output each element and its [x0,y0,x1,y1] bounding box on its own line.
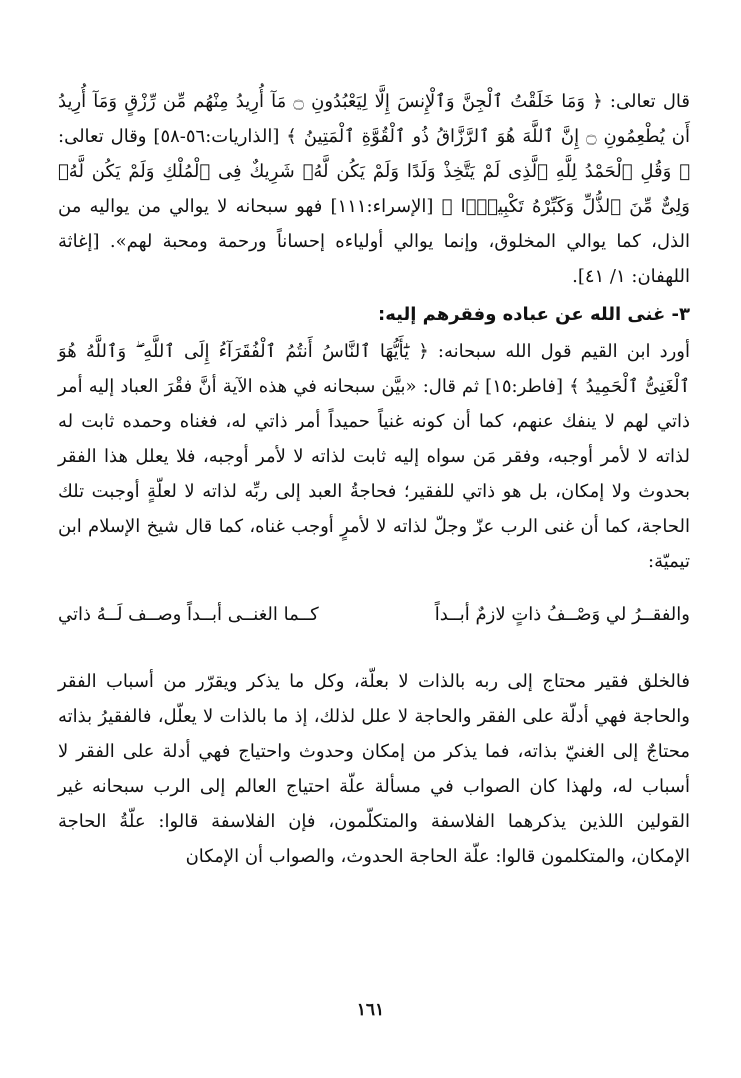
section-heading: ٣- غنى الله عن عباده وفقرهم إليه: [378,304,690,325]
text-block [58,84,690,874]
poem-first-hemistich: والفقــرُ لي وَصْــفُ ذاتٍ لازمٌ أبــداً [434,604,690,625]
paragraph-ibn-qayyim: أورد ابن القيم قول الله سبحانه: ﴿ يَٰٓأَيُّهَا ٱلنَّاسُ أَنتُمُ ٱلْفُقَرَآءُ إِلَى ٱللَّهِ ۖ وَٱللَّهُ هُوَ ٱلْغَنِىُّ ٱلْحَمِيدُ ﴾ [فاطر:١٥] ثم قال: «بيَّن سبحانه في هذه الآية أنَّ فقْرَ العباد إليه أمر ذاتي لهم لا ينفك عنهم، كما أن كونه غنياً حميداً أمر ذاتي له، فغناه وحمده ثابت له لذاته لا لأمر أوجبه، وفقر مَن سواه إليه ثابت لذاته لا لأمر أوجبه، فلا يعلل هذا الفقر بحدوث ولا إمكان، بل هو ذاتي للفقير؛ فحاجةُ العبد إلى ربِّه لذاته لا لعلّةٍ أوجبت تلك الحاجة، كما أن غنى الرب عزّ وجلّ لذاته لا لأمرٍ أوجب غناه، كما قال شيخ الإسلام ابن تيميّة: [58,341,691,572]
poem-verse [58,597,690,632]
poem-second-hemistich: كــما الغنــى أبــداً وصــف لَــهُ ذاتي [58,604,319,625]
page-number: ١٦١ [356,1000,385,1020]
paragraph-explanation: فالخلق فقير محتاج إلى ربه بالذات لا بعلّة، وكل ما يذكر ويقرّر من أسباب الفقر والحاجة فهي أدلّة على الفقر والحاجة لا علل لذلك، إذ ما بالذات لا يعلّل، فالفقيرُ بذاته محتاجٌ إلى الغنيّ بذاته، فما يذكر من إمكان وحدوث واحتياج فهي أدلة على الفقر لا أسباب له، ولهذا كان الصواب في مسألة علّة احتياج العالم إلى الرب سبحانه غير القولين اللذين يذكرهما الفلاسفة والمتكلّمون، فإن الفلاسفة قالوا: علّةُ الحاجة الإمكان، والمتكلمون قالوا: علّة الحاجة الحدوث، والصواب أن الإمكان [58,671,690,867]
paragraph-quran-verses: قال تعالى: ﴿ وَمَا خَلَقْتُ ٱلْجِنَّ وَٱلْإِنسَ إِلَّا لِيَعْبُدُونِ ۝ مَآ أُرِيدُ مِنْهُم مِّن رِّزْقٍ وَمَآ أُرِيدُ أَن يُطْعِمُونِ ۝ إِنَّ ٱللَّهَ هُوَ ٱلرَّزَّاقُ ذُو ٱلْقُوَّةِ ٱلْمَتِينُ ﴾ [الذاريات:٥٦-٥٨] وقال تعالى: ﴿ وَقُلِ ٱلْحَمْدُ لِلَّهِ ٱلَّذِى لَمْ يَتَّخِذْ وَلَدًا وَلَمْ يَكُن لَّهُۥ شَرِيكٌ فِى ٱلْمُلْكِ وَلَمْ يَكُن لَّهُۥ وَلِىٌّ مِّنَ ٱلذُّلِّ وَكَبِّرْهُ تَكْبِيرًۢا ﴾ [الإسراء:١١١] فهو سبحانه لا يوالي من يواليه من الذل، كما يوالي المخلوق، وإنما يوالي أولياءه إحساناً ورحمة ومحبة لهم». [إغاثة اللهفان: ١/ ٤١]. [58,91,691,287]
